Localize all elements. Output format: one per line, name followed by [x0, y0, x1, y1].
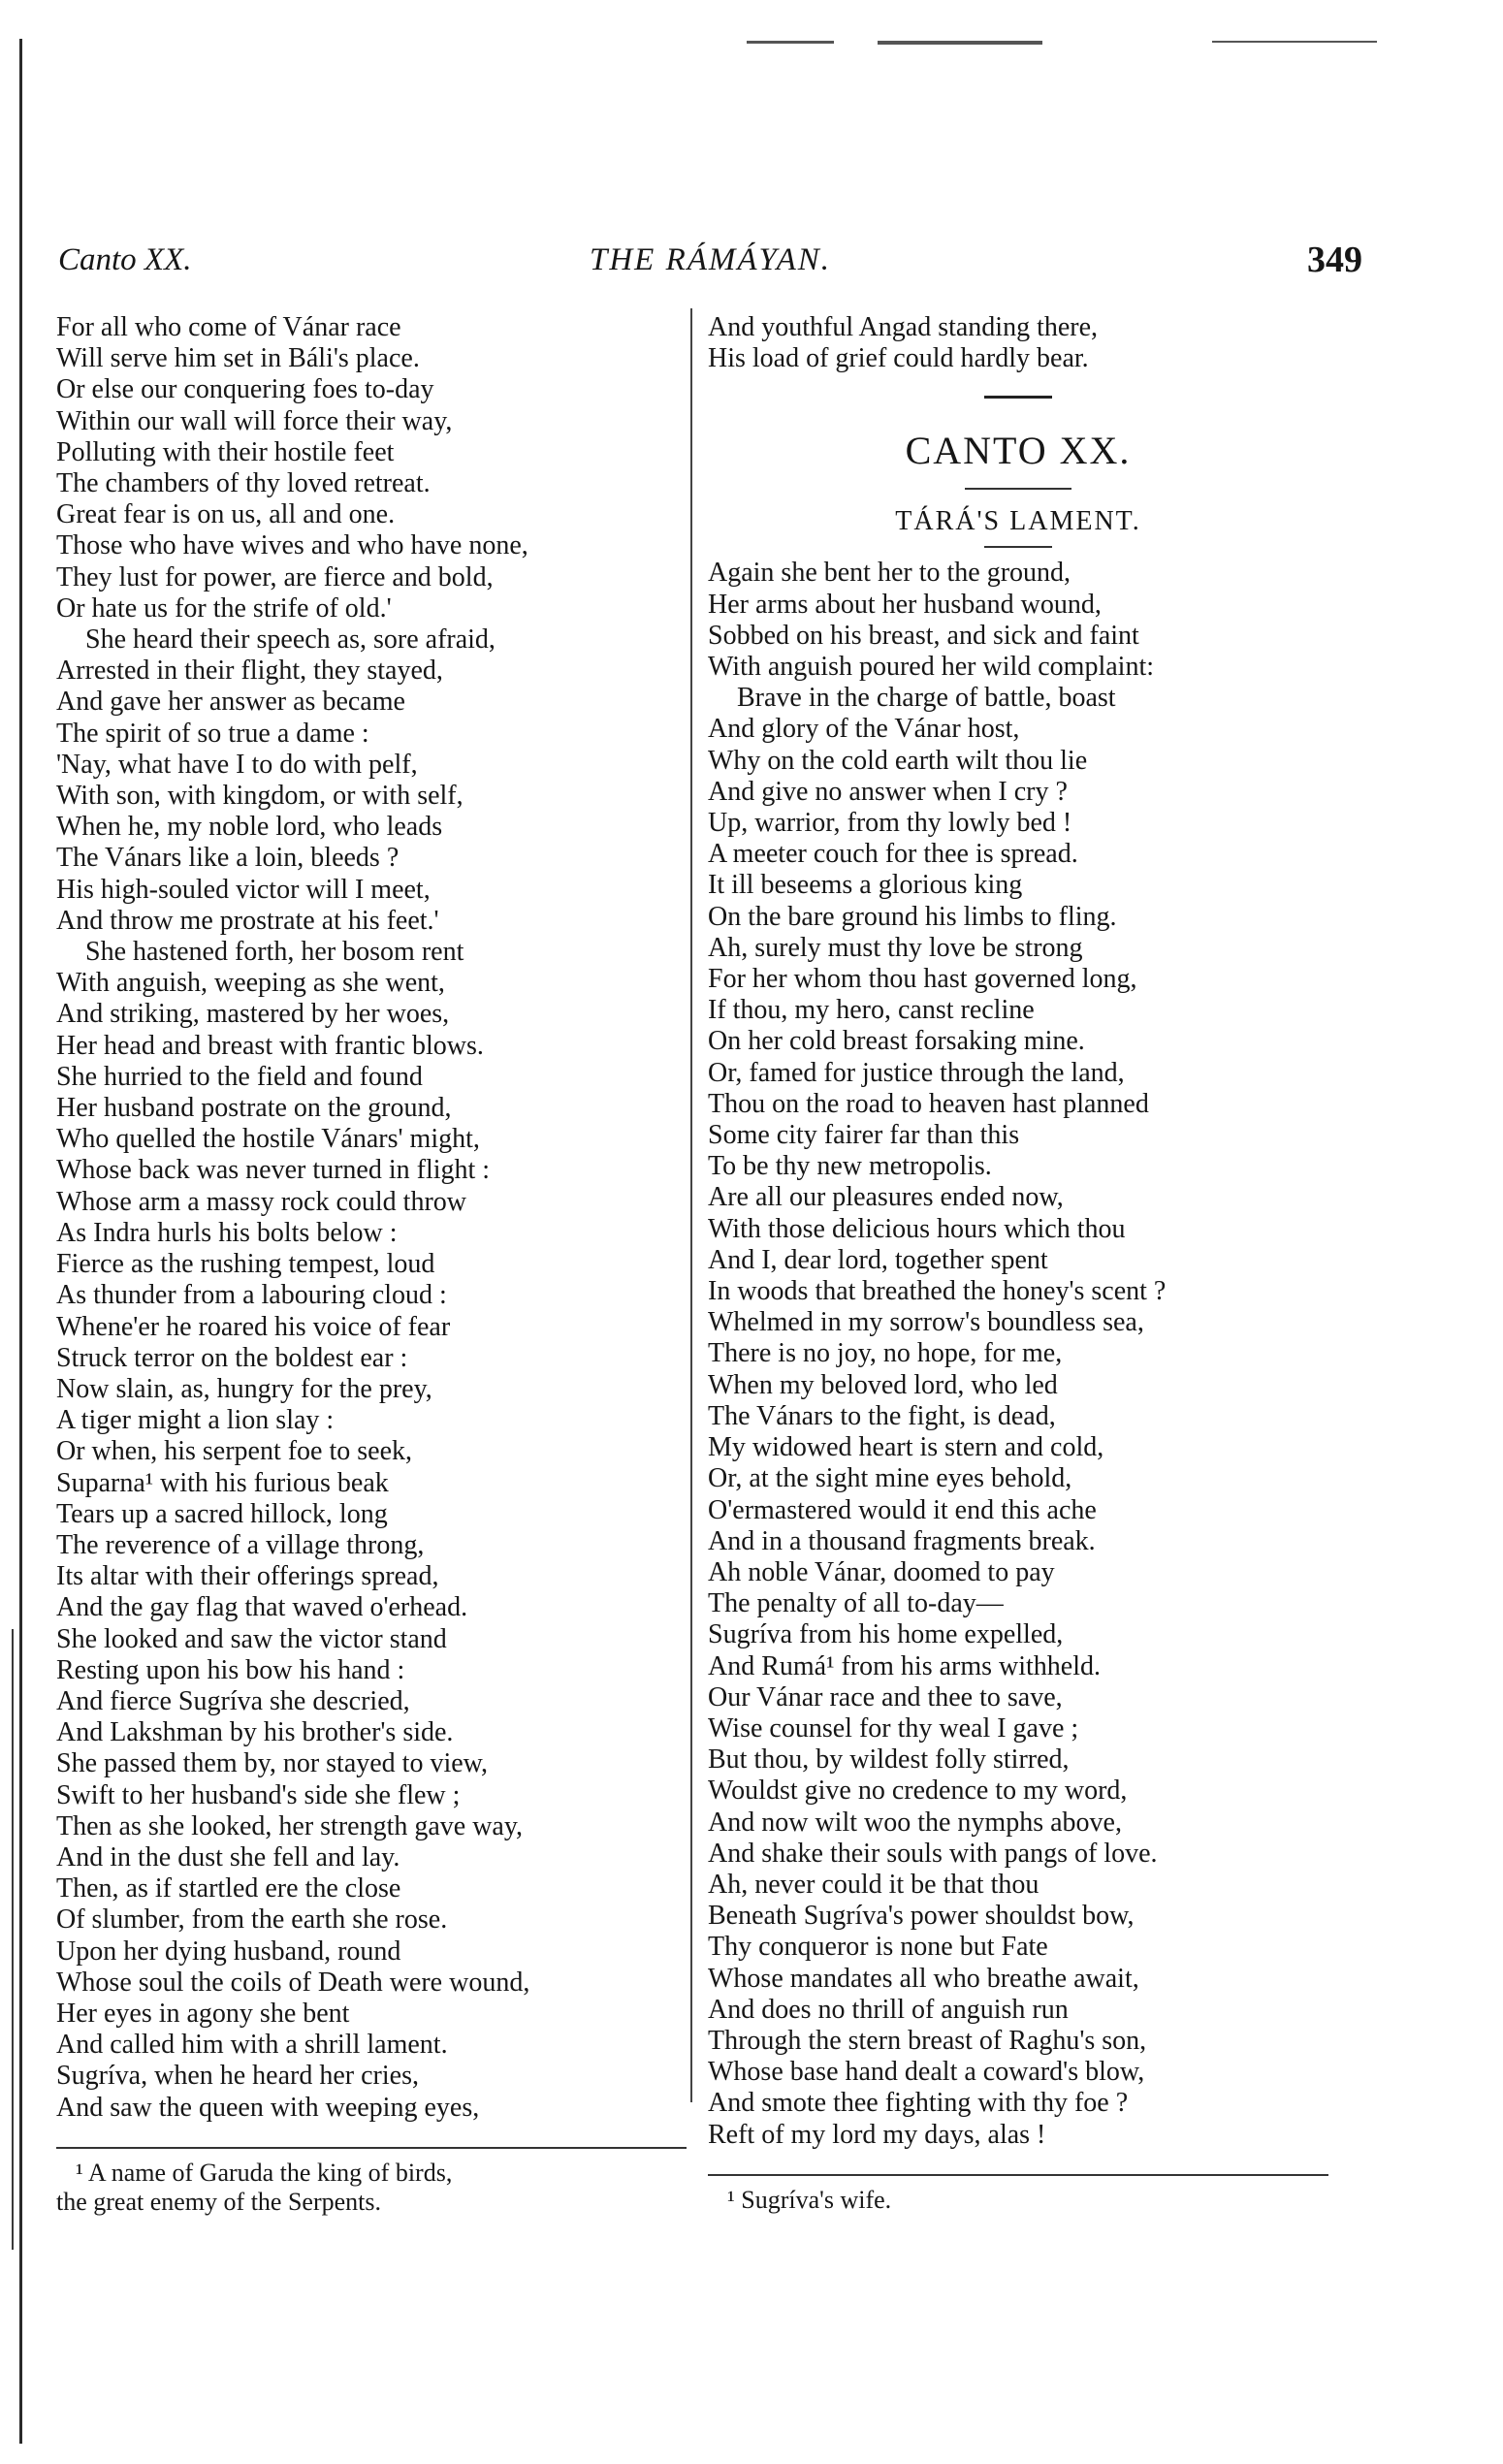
verse-line: Ah noble Vánar, doomed to pay — [708, 1556, 1055, 1587]
verse-line: The reverence of a village throng, — [56, 1529, 425, 1560]
verse-line: The Vánars like a loin, bleeds ? — [56, 843, 400, 874]
verse-line: The penalty of all to-day— — [708, 1588, 1004, 1619]
verse-line: And glory of the Vánar host, — [708, 714, 1020, 745]
subtitle-rule — [984, 546, 1052, 548]
left-column — [56, 312, 687, 2217]
verse-line: And now wilt woo the nymphs above, — [708, 1807, 1122, 1838]
verse-line: Brave in the charge of battle, boast — [737, 683, 1116, 714]
verse-line: Its altar with their offerings spread, — [56, 1561, 439, 1592]
page-edge-line — [19, 39, 22, 2444]
verse-line: Now slain, as, hungry for the prey, — [56, 1373, 432, 1404]
running-head-canto: Canto XX. — [58, 242, 192, 277]
column-divider — [690, 308, 692, 2102]
verse-line: And youthful Angad standing there, — [708, 312, 1099, 342]
verse-line: And fierce Sugríva she descried, — [56, 1685, 410, 1716]
verse-line: Then as she looked, her strength gave way, — [56, 1810, 524, 1841]
verse-line: A meeter couch for thee is spread. — [708, 839, 1078, 870]
verse-line: Or hate us for the strife of old.' — [56, 592, 392, 624]
verse-line: And Lakshman by his brother's side. — [56, 1717, 454, 1748]
verse-line: As Indra hurls his bolts below : — [56, 1217, 398, 1248]
verse-line: Up, warrior, from thy lowly bed ! — [708, 808, 1072, 839]
verse-line: Those who have wives and who have none, — [56, 530, 528, 561]
verse-line: They lust for power, are fierce and bold, — [56, 561, 494, 592]
verse-line: When he, my noble lord, who leads — [56, 812, 443, 843]
verse-line: Or else our conquering foes to-day — [56, 374, 434, 405]
verse-line: And saw the queen with weeping eyes, — [56, 2092, 480, 2123]
verse-line: Suparna¹ with his furious beak — [56, 1467, 389, 1498]
verse-line: Reft of my lord my days, alas ! — [708, 2119, 1046, 2150]
verse-line: She passed them by, nor stayed to view, — [56, 1748, 489, 1779]
verse-line: Or when, his serpent foe to seek, — [56, 1436, 413, 1467]
scan-mark — [878, 41, 1042, 45]
verse-line: Whelmed in my sorrow's boundless sea, — [708, 1307, 1144, 1338]
verse-line: She looked and saw the victor stand — [56, 1623, 447, 1654]
verse-line: And give no answer when I cry ? — [708, 776, 1068, 807]
verse-line: She hastened forth, her bosom rent — [85, 937, 464, 968]
verse-line: And gave her answer as became — [56, 687, 405, 718]
verse-line: Of slumber, from the earth she rose. — [56, 1904, 448, 1936]
ornament-rule — [984, 396, 1052, 399]
page-edge-line-lower — [12, 1629, 14, 2250]
verse-line: Sugríva, when he heard her cries, — [56, 2061, 419, 2092]
verse-line: Whose arm a massy rock could throw — [56, 1186, 466, 1217]
verse-line: With son, with kingdom, or with self, — [56, 781, 464, 812]
verse-line: Will serve him set in Báli's place. — [56, 343, 420, 374]
verse-line: Upon her dying husband, round — [56, 1936, 401, 1967]
verse-line: Ah, never could it be that thou — [708, 1869, 1039, 1900]
verse-line: Through the stern breast of Raghu's son, — [708, 2025, 1147, 2056]
verse-line: His load of grief could hardly bear. — [708, 343, 1089, 374]
verse-line: And shake their souls with pangs of love. — [708, 1838, 1158, 1869]
right-top-verse — [708, 312, 1328, 374]
verse-line: My widowed heart is stern and cold, — [708, 1432, 1104, 1463]
verse-line: The chambers of thy loved retreat. — [56, 468, 431, 499]
scan-mark — [1212, 41, 1377, 43]
verse-line: And does no thrill of anguish run — [708, 1994, 1069, 2025]
scan-mark — [747, 41, 834, 44]
verse-line: With anguish poured her wild complaint: — [708, 652, 1155, 683]
verse-line: Whene'er he roared his voice of fear — [56, 1311, 451, 1342]
verse-line: Her husband postrate on the ground, — [56, 1093, 452, 1124]
verse-line: Her eyes in agony she bent — [56, 1998, 350, 2029]
verse-line: On her cold breast forsaking mine. — [708, 1026, 1085, 1057]
title-rule — [965, 488, 1071, 490]
verse-line: Or, at the sight mine eyes behold, — [708, 1463, 1072, 1494]
verse-line: Whose mandates all who breathe await, — [708, 1963, 1139, 1994]
verse-line: And I, dear lord, together spent — [708, 1244, 1048, 1275]
verse-line: Beneath Sugríva's power shouldst bow, — [708, 1901, 1135, 1932]
verse-line: Swift to her husband's side she flew ; — [56, 1779, 461, 1810]
verse-line: Who quelled the hostile Vánars' might, — [56, 1124, 480, 1155]
verse-line: And throw me prostrate at his feet.' — [56, 905, 439, 936]
verse-line: And called him with a shrill lament. — [56, 2030, 448, 2061]
verse-line: Within our wall will force their way, — [56, 405, 453, 436]
footnote-garuda: ¹ A name of Garuda the king of birds, — [76, 2158, 453, 2187]
verse-line: 'Nay, what have I to do with pelf, — [56, 749, 418, 780]
verse-line: Thou on the road to heaven hast planned — [708, 1088, 1149, 1119]
verse-line: And Rumá¹ from his arms withheld. — [708, 1650, 1102, 1681]
verse-line: But thou, by wildest folly stirred, — [708, 1744, 1070, 1776]
footnote-garuda-continued: the great enemy of the Serpents. — [56, 2187, 381, 2216]
verse-line: Ah, surely must thy love be strong — [708, 932, 1083, 963]
verse-line: It ill beseems a glorious king — [708, 870, 1023, 901]
verse-line: Again she bent her to the ground, — [708, 558, 1071, 589]
verse-line: Wise counsel for thy weal I gave ; — [708, 1712, 1079, 1744]
verse-line: Sobbed on his breast, and sick and faint — [708, 620, 1139, 651]
verse-line: Wouldst give no credence to my word, — [708, 1776, 1128, 1807]
verse-line: O'ermastered would it end this ache — [708, 1494, 1097, 1525]
verse-line: On the bare ground his limbs to fling. — [708, 901, 1117, 932]
running-head-title: THE RÁMÁYAN. — [589, 242, 832, 277]
verse-line: Arrested in their flight, they stayed, — [56, 656, 443, 687]
verse-line: Fierce as the rushing tempest, loud — [56, 1249, 435, 1280]
verse-line: Or, famed for justice through the land, — [708, 1057, 1125, 1088]
verse-line: And striking, mastered by her woes, — [56, 999, 450, 1030]
left-verse — [56, 312, 687, 2124]
verse-line: She hurried to the field and found — [56, 1061, 423, 1092]
right-column — [708, 312, 1328, 2215]
verse-line: Whose soul the coils of Death were wound, — [56, 1967, 530, 1998]
verse-line: When my beloved lord, who led — [708, 1369, 1058, 1400]
verse-line: Whose base hand dealt a coward's blow, — [708, 2057, 1145, 2088]
right-verse — [708, 558, 1328, 2150]
canto-subtitle: TÁRÁ'S LAMENT. — [895, 506, 1141, 537]
running-head — [58, 242, 1362, 291]
footnote-ruma: ¹ Sugríva's wife. — [727, 2185, 892, 2214]
verse-line: With those delicious hours which thou — [708, 1213, 1126, 1244]
verse-line: Our Vánar race and thee to save, — [708, 1681, 1063, 1712]
verse-line: Are all our pleasures ended now, — [708, 1182, 1064, 1213]
verse-line: With anguish, weeping as she went, — [56, 968, 445, 999]
verse-line: And in a thousand fragments break. — [708, 1525, 1096, 1556]
verse-line: Why on the cold earth wilt thou lie — [708, 745, 1088, 776]
verse-line: And smote thee fighting with thy foe ? — [708, 2088, 1129, 2119]
verse-line: And the gay flag that waved o'erhead. — [56, 1592, 468, 1623]
verse-line: For her whom thou hast governed long, — [708, 964, 1137, 995]
verse-line: Resting upon his bow his hand : — [56, 1654, 405, 1685]
verse-line: As thunder from a labouring cloud : — [56, 1280, 447, 1311]
verse-line: Struck terror on the boldest ear : — [56, 1342, 408, 1373]
verse-line: Thy conqueror is none but Fate — [708, 1932, 1048, 1963]
verse-line: Her head and breast with frantic blows. — [56, 1030, 484, 1061]
verse-line: Polluting with their hostile feet — [56, 436, 395, 467]
verse-line: Tears up a sacred hillock, long — [56, 1498, 388, 1529]
verse-line: In woods that breathed the honey's scent ? — [708, 1276, 1167, 1307]
footnote-rule — [708, 2174, 1328, 2176]
verse-line: She heard their speech as, sore afraid, — [85, 624, 496, 656]
verse-line: Great fear is on us, all and one. — [56, 499, 396, 530]
verse-line: And in the dust she fell and lay. — [56, 1841, 400, 1872]
page-number: 349 — [1307, 240, 1362, 280]
footnote-rule — [56, 2147, 687, 2149]
verse-line: There is no joy, no hope, for me, — [708, 1338, 1063, 1369]
verse-line: If thou, my hero, canst recline — [708, 995, 1035, 1026]
canto-title: CANTO XX. — [905, 429, 1132, 473]
verse-line: For all who come of Vánar race — [56, 312, 401, 342]
verse-line: Whose back was never turned in flight : — [56, 1155, 491, 1186]
verse-line: The Vánars to the fight, is dead, — [708, 1400, 1056, 1431]
verse-line: Sugríva from his home expelled, — [708, 1619, 1064, 1650]
verse-line: Some city fairer far than this — [708, 1120, 1020, 1151]
verse-line: To be thy new metropolis. — [708, 1151, 992, 1182]
verse-line: Her arms about her husband wound, — [708, 589, 1102, 620]
verse-line: Then, as if startled ere the close — [56, 1873, 401, 1904]
verse-line: The spirit of so true a dame : — [56, 718, 369, 749]
verse-line: His high-souled victor will I meet, — [56, 874, 431, 905]
verse-line: A tiger might a lion slay : — [56, 1405, 335, 1436]
